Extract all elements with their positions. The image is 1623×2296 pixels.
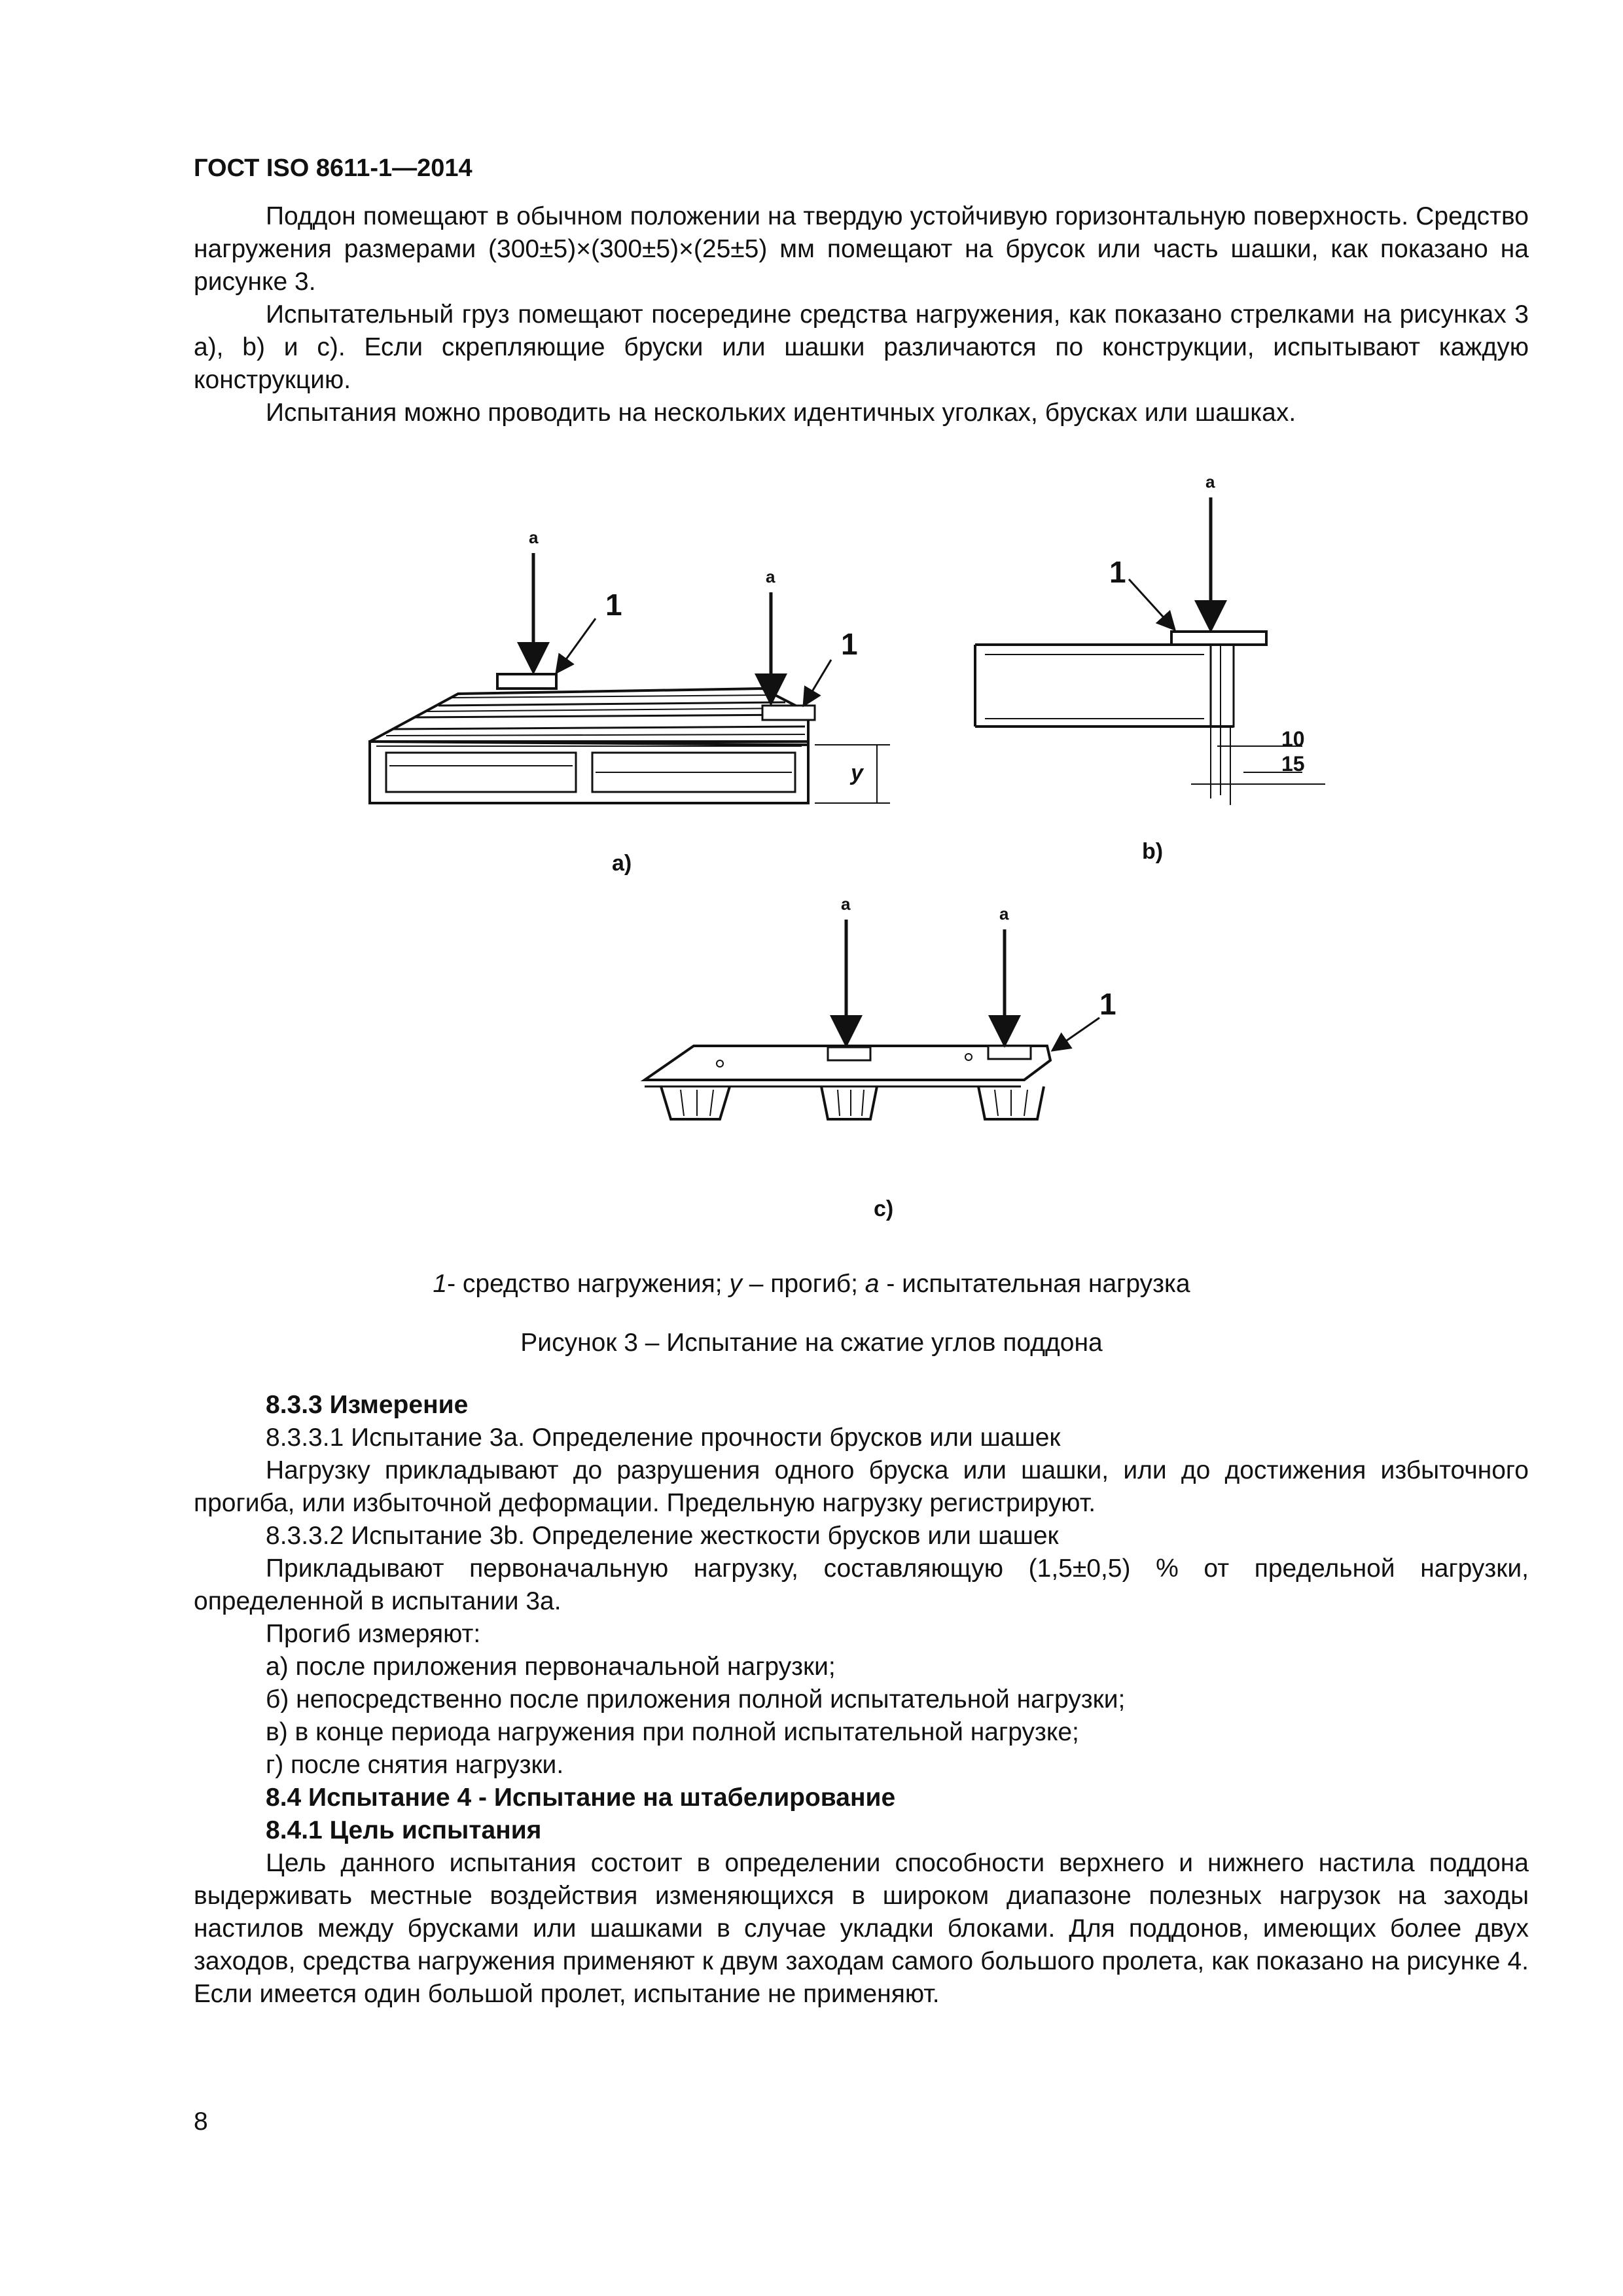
paragraph: Нагрузку прикладывают до разрушения одного бруска или шашки, или до достижения избыточного прогиба, или избыточной деформации. Предельную нагрузку регистрируют. (194, 1456, 1529, 1517)
legend-text: - испытательная нагрузка (879, 1270, 1190, 1298)
legend-key: 1 (433, 1270, 448, 1298)
legend-text: – прогиб; (741, 1270, 865, 1298)
figure-caption: Рисунок 3 – Испытание на сжатие углов поддона (520, 1329, 1103, 1357)
load-label: a (841, 894, 851, 914)
subsection-heading: 8.3.3.2 Испытание 3b. Определение жесткости брусков или шашек (266, 1522, 1059, 1550)
page-number: 8 (194, 2108, 208, 2136)
list-item: г) после снятия нагрузки. (266, 1751, 564, 1779)
paragraph: Прикладывают первоначальную нагрузку, составляющую (1,5±0,5) % от предельной нагрузки, определенной в испытании 3а. (194, 1554, 1529, 1615)
load-label: a (766, 567, 776, 586)
loading-device-label: 1 (1109, 555, 1126, 589)
intro-text (194, 200, 1529, 429)
dimension-label: 10 (1281, 727, 1305, 751)
drawing-b-section (975, 632, 1325, 805)
section-heading: 8.4.1 Цель испытания (266, 1816, 542, 1844)
load-label: a (529, 528, 539, 547)
loading-device-label: 1 (841, 627, 858, 661)
legend-key: a (865, 1270, 880, 1298)
section-heading: 8.3.3 Измерение (266, 1391, 469, 1419)
dimension-label: 15 (1281, 752, 1305, 776)
drawing-c-pallet (645, 1046, 1050, 1119)
document-header: ГОСТ ISO 8611-1—2014 (194, 154, 473, 182)
paragraph: Испытания можно проводить на нескольких идентичных уголках, брусках или шашках. (266, 399, 1296, 427)
subfigure-label-a: a) (612, 851, 632, 876)
loading-device-label: 1 (1099, 987, 1116, 1021)
paragraph: Поддон помещают в обычном положении на твердую устойчивую горизонтальную поверхность. Средство нагружения размерами (300±5)×(300±5)×(25±5) мм помещают на брусок или часть шашки, как показано на рисунке 3. (194, 202, 1529, 296)
list-item: а) после приложения первоначальной нагрузки; (266, 1653, 836, 1681)
body-text (194, 1389, 1529, 2011)
paragraph: Прогиб измеряют: (266, 1620, 481, 1648)
subfigure-label-b: b) (1142, 839, 1164, 864)
paragraph: Цель данного испытания состоит в определении способности верхнего и нижнего настила поддона выдерживать местные воздействия изменяющихся в широком диапазоне полезных нагрузок на заходы настилов между брусками или шашками в случае укладки блоками. Для поддонов, имеющих более двух заходов, средства нагружения применяют к двум заходам самого большого пролета, как показано на рисунке 4. Если имеется один большой пролет, испытание не применяют. (194, 1849, 1529, 2008)
legend-key: y (729, 1270, 742, 1298)
load-label: a (999, 904, 1009, 924)
load-label: a (1205, 472, 1215, 492)
list-item: в) в конце периода нагружения при полной испытательной нагрузке; (266, 1718, 1079, 1746)
subfigure-label-c: c) (874, 1196, 894, 1221)
figure-3-drawings (0, 458, 1623, 1257)
paragraph: Испытательный груз помещают посередине средства нагружения, как показано стрелками на рисунках 3 a), b) и c). Если скрепляющие бруски или шашки различаются по конструкции, испытывают каждую конструкцию. (194, 300, 1529, 394)
loading-device-label: 1 (605, 588, 622, 622)
list-item: б) непосредственно после приложения полной испытательной нагрузки; (266, 1685, 1126, 1713)
figure-legend (0, 1270, 1623, 1299)
section-heading: 8.4 Испытание 4 - Испытание на штабелирование (266, 1784, 896, 1812)
deflection-label: y (851, 761, 863, 785)
legend-text: - средство нагружения; (447, 1270, 730, 1298)
subsection-heading: 8.3.3.1 Испытание 3а. Определение прочности брусков или шашек (266, 1424, 1061, 1452)
